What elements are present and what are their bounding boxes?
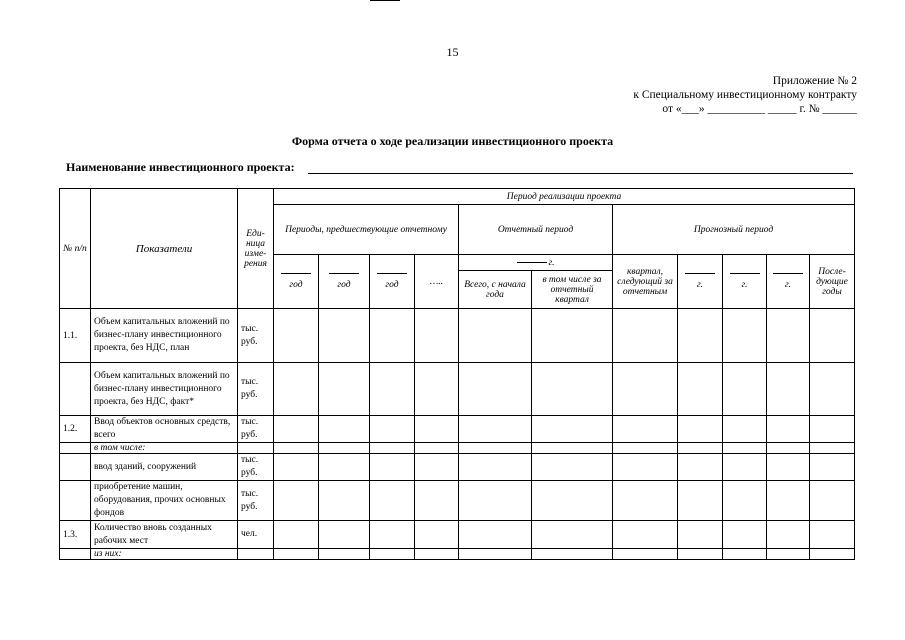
cell[interactable] xyxy=(767,521,810,549)
row-unit xyxy=(238,549,274,560)
cell[interactable] xyxy=(613,521,678,549)
row-num xyxy=(60,549,91,560)
cell[interactable] xyxy=(274,454,319,481)
table-row xyxy=(60,454,855,481)
row-label: в том числе: xyxy=(91,443,238,454)
cell[interactable] xyxy=(767,363,810,416)
table-row xyxy=(60,416,855,443)
row-label: из них: xyxy=(91,549,238,560)
row-num: 1.2. xyxy=(60,416,91,443)
cell[interactable] xyxy=(459,363,532,416)
appendix-line-3: от «___» __________ _____ г. № ______ xyxy=(662,103,857,115)
header-report-year: г. xyxy=(459,255,613,271)
row-num xyxy=(60,443,91,454)
cell[interactable] xyxy=(370,481,415,521)
cell[interactable] xyxy=(810,454,855,481)
cell[interactable] xyxy=(274,416,319,443)
cell[interactable] xyxy=(370,443,415,454)
cell[interactable] xyxy=(415,309,459,363)
header-unit: Еди-ница изме-рения xyxy=(238,189,274,309)
cell[interactable] xyxy=(274,363,319,416)
cell[interactable] xyxy=(810,363,855,416)
cell[interactable] xyxy=(370,309,415,363)
cell[interactable] xyxy=(319,481,370,521)
cell[interactable] xyxy=(415,521,459,549)
cell[interactable] xyxy=(459,549,532,560)
row-unit: тыс. руб. xyxy=(238,363,274,416)
cell[interactable] xyxy=(370,454,415,481)
cell[interactable] xyxy=(532,521,613,549)
cell[interactable] xyxy=(810,521,855,549)
row-num: 1.3. xyxy=(60,521,91,549)
cell[interactable] xyxy=(319,454,370,481)
cell[interactable] xyxy=(810,309,855,363)
row-label: приобретение машин, оборудования, прочих основных фондов xyxy=(91,481,238,521)
cell[interactable] xyxy=(532,443,613,454)
row-unit: тыс. руб. xyxy=(238,309,274,363)
row-unit: тыс. руб. xyxy=(238,481,274,521)
cell[interactable] xyxy=(319,416,370,443)
project-name-label: Наименование инвестиционного проекта: xyxy=(66,160,295,174)
cell[interactable] xyxy=(767,443,810,454)
cell[interactable] xyxy=(810,416,855,443)
header-total-from-start: Всего, с начала года xyxy=(459,271,532,309)
cell[interactable] xyxy=(274,443,319,454)
header-forecast-year-3: г. xyxy=(767,255,810,309)
cell[interactable] xyxy=(370,549,415,560)
cell[interactable] xyxy=(459,443,532,454)
row-num xyxy=(60,454,91,481)
cell[interactable] xyxy=(723,443,767,454)
form-title: Форма отчета о ходе реализации инвестиционного проекта xyxy=(291,134,614,148)
cell[interactable] xyxy=(723,481,767,521)
cell[interactable] xyxy=(678,454,723,481)
cell[interactable] xyxy=(678,363,723,416)
cell[interactable] xyxy=(415,454,459,481)
header-prev-year-1: год xyxy=(274,255,319,309)
appendix-block xyxy=(633,74,857,116)
cell[interactable] xyxy=(459,481,532,521)
cell[interactable] xyxy=(532,363,613,416)
cell[interactable] xyxy=(532,481,613,521)
cell[interactable] xyxy=(767,416,810,443)
table-row xyxy=(60,443,855,454)
row-num: 1.1. xyxy=(60,309,91,363)
cell[interactable] xyxy=(415,549,459,560)
cell[interactable] xyxy=(319,521,370,549)
cell[interactable] xyxy=(613,549,678,560)
header-next-quarter: квартал, следующий за отчетным xyxy=(613,255,678,309)
project-name-field[interactable] xyxy=(308,173,853,174)
cell[interactable] xyxy=(678,416,723,443)
row-label: Объем капитальных вложений по бизнес-плану инвестиционного проекта, без НДС, план xyxy=(91,309,238,363)
header-prev-year-3: год xyxy=(370,255,415,309)
cell[interactable] xyxy=(370,416,415,443)
appendix-line-2: к Специальному инвестиционному контракту xyxy=(633,89,857,101)
cell[interactable] xyxy=(370,521,415,549)
cell[interactable] xyxy=(613,363,678,416)
header-prev-year-2: год xyxy=(319,255,370,309)
cell[interactable] xyxy=(274,521,319,549)
cell[interactable] xyxy=(532,454,613,481)
row-label: Количество вновь созданных рабочих мест xyxy=(91,521,238,549)
cell[interactable] xyxy=(723,549,767,560)
header-period-all: Период реализации проекта xyxy=(274,189,855,205)
top-rule xyxy=(370,0,400,1)
cell[interactable] xyxy=(723,454,767,481)
header-period-prev: Периоды, предшествующие отчетному xyxy=(274,205,459,255)
cell[interactable] xyxy=(613,309,678,363)
table-row xyxy=(60,521,855,549)
cell[interactable] xyxy=(678,549,723,560)
cell[interactable] xyxy=(459,416,532,443)
cell[interactable] xyxy=(678,521,723,549)
cell[interactable] xyxy=(274,549,319,560)
cell[interactable] xyxy=(319,309,370,363)
cell[interactable] xyxy=(274,309,319,363)
header-period-report: Отчетный период xyxy=(459,205,613,255)
cell[interactable] xyxy=(532,416,613,443)
cell[interactable] xyxy=(319,443,370,454)
cell[interactable] xyxy=(613,416,678,443)
appendix-line-1: Приложение № 2 xyxy=(772,75,857,87)
cell[interactable] xyxy=(274,481,319,521)
cell[interactable] xyxy=(415,363,459,416)
cell[interactable] xyxy=(613,443,678,454)
header-subsequent-years: После-дующие годы xyxy=(810,255,855,309)
cell[interactable] xyxy=(767,481,810,521)
row-num xyxy=(60,481,91,521)
cell[interactable] xyxy=(532,309,613,363)
cell[interactable] xyxy=(613,481,678,521)
cell[interactable] xyxy=(415,443,459,454)
table-row xyxy=(60,309,855,363)
cell[interactable] xyxy=(459,521,532,549)
cell[interactable] xyxy=(678,309,723,363)
cell[interactable] xyxy=(767,309,810,363)
header-period-forecast: Прогнозный период xyxy=(613,205,855,255)
header-incl-quarter: в том числе за отчетный квартал xyxy=(532,271,613,309)
cell[interactable] xyxy=(459,454,532,481)
row-label: Ввод объектов основных средств, всего xyxy=(91,416,238,443)
row-unit xyxy=(238,443,274,454)
report-table xyxy=(59,188,855,560)
row-label: ввод зданий, сооружений xyxy=(91,454,238,481)
cell[interactable] xyxy=(723,363,767,416)
header-forecast-year-1: г. xyxy=(678,255,723,309)
cell[interactable] xyxy=(370,363,415,416)
cell[interactable] xyxy=(415,416,459,443)
cell[interactable] xyxy=(767,549,810,560)
table-row xyxy=(60,549,855,560)
cell[interactable] xyxy=(415,481,459,521)
cell[interactable] xyxy=(810,481,855,521)
cell[interactable] xyxy=(459,309,532,363)
row-unit: чел. xyxy=(238,521,274,549)
table-row xyxy=(60,363,855,416)
cell[interactable] xyxy=(678,481,723,521)
page-number: 15 xyxy=(446,45,459,59)
cell[interactable] xyxy=(723,416,767,443)
header-indicators: Показатели xyxy=(91,189,238,309)
cell[interactable] xyxy=(613,454,678,481)
cell[interactable] xyxy=(810,443,855,454)
cell[interactable] xyxy=(319,549,370,560)
cell[interactable] xyxy=(723,309,767,363)
cell[interactable] xyxy=(532,549,613,560)
cell[interactable] xyxy=(723,521,767,549)
row-label: Объем капитальных вложений по бизнес-плану инвестиционного проекта, без НДС, факт* xyxy=(91,363,238,416)
row-num xyxy=(60,363,91,416)
cell[interactable] xyxy=(678,443,723,454)
header-forecast-year-2: г. xyxy=(723,255,767,309)
row-unit: тыс. руб. xyxy=(238,454,274,481)
cell[interactable] xyxy=(319,363,370,416)
row-unit: тыс. руб. xyxy=(238,416,274,443)
header-num: № п/п xyxy=(60,189,91,309)
header-prev-dots: ….. xyxy=(415,255,459,309)
cell[interactable] xyxy=(767,454,810,481)
table-row xyxy=(60,481,855,521)
cell[interactable] xyxy=(810,549,855,560)
